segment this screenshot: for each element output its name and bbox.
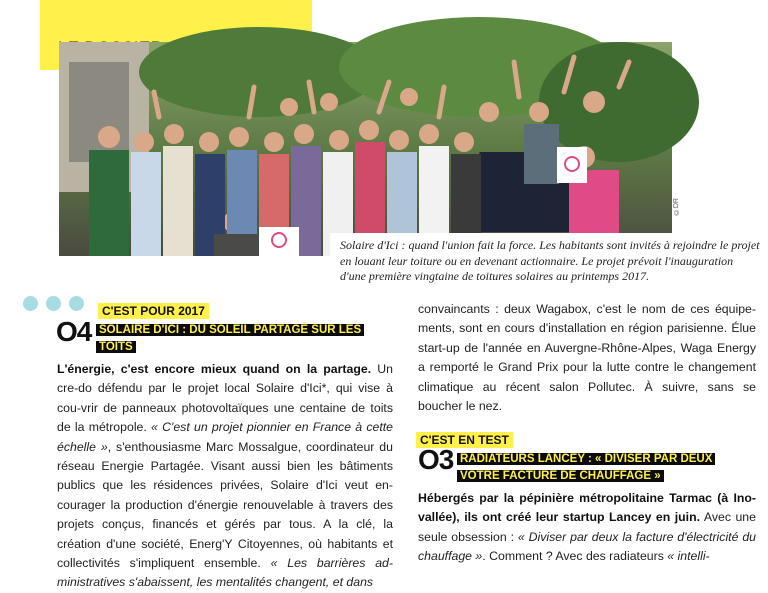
article2-lead: Hébergés par la pépinière métropolitaine Tarmac (à Ino-vallée), ils ont créé leur startup Lancey en juin. (418, 491, 756, 525)
photo-caption: Solaire d'Ici : quand l'union fait la force. Les habitants sont invités à rejoindre le projet en louant leur toiture ou en devenant actionnaire. Le projet prévoit l'inauguration d'une première vingtaine de toitures solaires au printemps 2017. (340, 238, 760, 283)
article1-body (57, 360, 393, 593)
article1-headline-line2: TOITS (96, 341, 136, 353)
article2-headline-line1: RADIATEURS LANCEY : « DIVISER PAR DEUX (457, 453, 715, 465)
dot-icon (69, 296, 84, 311)
article1-quote-1: « C'est un projet pionnier en France à cette échelle » (57, 420, 393, 454)
article2-quote-1: « Diviser par deux la facture d'électricité du chauffage » (418, 529, 757, 564)
article2-number: O3 (418, 444, 454, 475)
article1-headline (96, 322, 386, 356)
article-continued-body: convaincants : deux Wagabox, c'est le nom de ces équipe-ments, sont en cours d'installation en région parisienne. Élue start-up de l'année en Auvergne-Rhône-Alpes, Waga Energy a remporté le Grand Prix pour la lutte contre le changement climatique au récent salon Pollutec. À suivre, sans se boucher le nez. (418, 302, 756, 414)
article2-text-2: . Comment ? Avec des radiateurs (482, 549, 668, 564)
dot-icon (46, 296, 61, 311)
article2-quote-2: « intelli- (667, 549, 710, 564)
article1-number: O4 (56, 316, 92, 347)
photo-credit: ©DR (673, 198, 680, 216)
group-photo (59, 42, 672, 256)
article1-lead: L'énergie, c'est encore mieux quand on la partage. (57, 362, 372, 376)
article1-text-2: , s'enthousiasme Marc Mossalgue, coordinateur du réseau Energie Partagée. Visant aussi bien les bâtiments publics que les résidences privées, Solaire d'Ici veut en-courager la production d'énergie renouvelable à travers des projets conçus, financés et gérés par tous. A la clé, la création d'une société, Energ'Y Citoyennes, où habitants et collectivités s'impliquent ensemble. (57, 439, 393, 571)
article1-quote-2: « Les barrières ad-ministratives s'abaissent, les mentalités changent, et dans (57, 556, 393, 590)
article2-body (418, 489, 756, 567)
article1-text-1: Un cre-do défendu par le projet local Solaire d'Ici*, qui vise à cou-vrir de panneaux photovoltaïques une centaine de toits de la métropole. (57, 362, 393, 435)
article1-headline-line1: SOLAIRE D'ICI : DU SOLEIL PARTAGÉ SUR LES (96, 324, 364, 336)
article2-text-1: Avec une seule obsession : (418, 510, 756, 544)
article1-kicker: C'EST POUR 2017 (98, 303, 209, 319)
dot-icon (23, 296, 38, 311)
article2-headline-line2: VOTRE FACTURE DE CHAUFFAGE » (457, 470, 664, 482)
article2-kicker: C'EST EN TEST (416, 432, 513, 448)
article2-headline (457, 451, 757, 485)
